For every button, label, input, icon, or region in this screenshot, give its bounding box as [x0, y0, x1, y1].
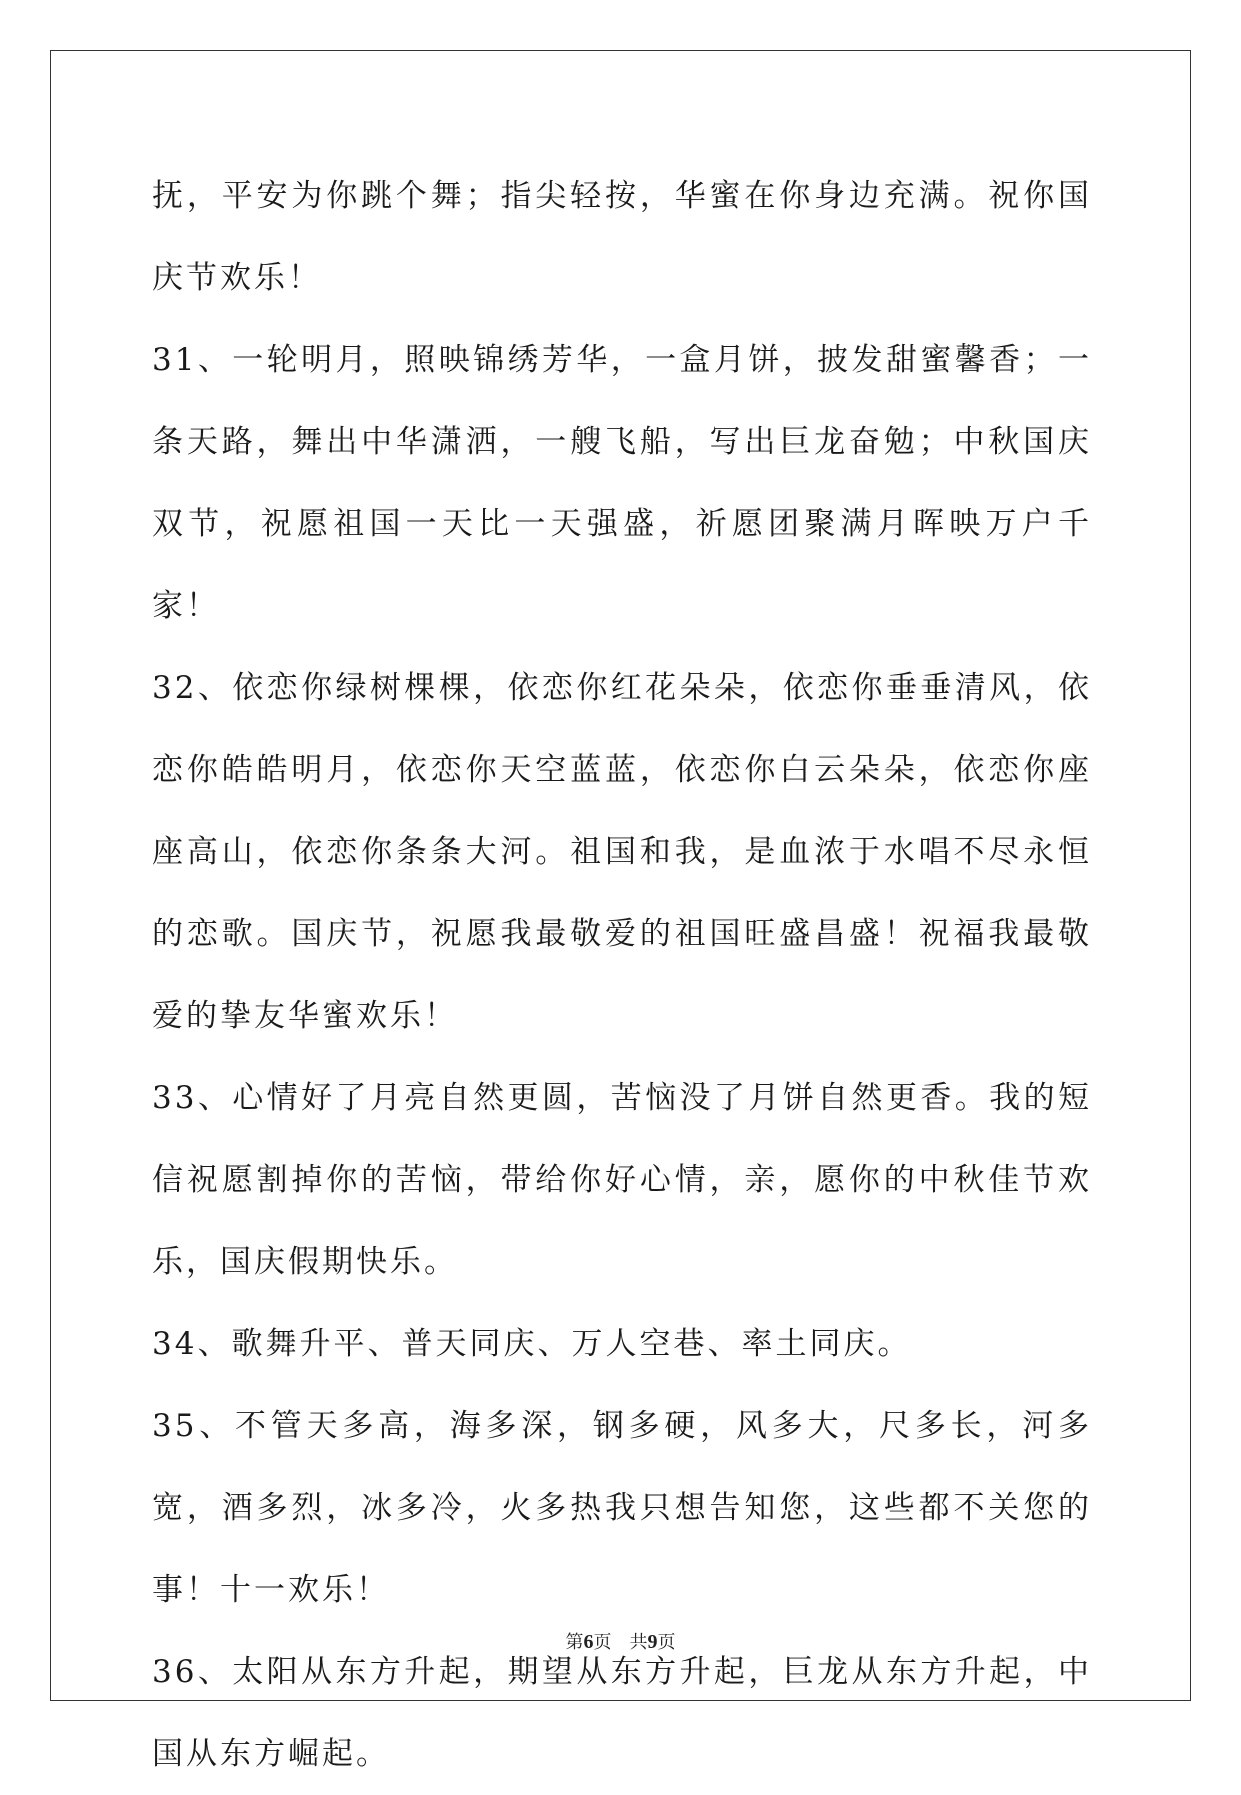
page-footer	[0, 1628, 1241, 1654]
paragraph-36: 36、太阳从东方升起，期望从东方升起，巨龙从东方升起，中国从东方崛起。	[152, 1654, 1092, 1772]
page-suffix: 页	[593, 1632, 612, 1653]
total-prefix: 共	[629, 1632, 648, 1653]
document-body	[152, 155, 1092, 1795]
paragraph-33: 33、心情好了月亮自然更圆，苦恼没了月饼自然更香。我的短信祝愿割掉你的苦恼，带给你好心情，亲，愿你的中秋佳节欢乐，国庆假期快乐。	[152, 1080, 1092, 1280]
paragraph-35: 35、不管天多高，海多深，钢多硬，风多大，尺多长，河多宽，酒多烈，冰多冷，火多热我只想告知您，这些都不关您的事！十一欢乐！	[152, 1408, 1092, 1608]
page-prefix: 第	[565, 1632, 584, 1653]
paragraph-31: 31、一轮明月，照映锦绣芳华，一盒月饼，披发甜蜜馨香；一条天路，舞出中华潇洒，一艘飞船，写出巨龙奋勉；中秋国庆双节，祝愿祖国一天比一天强盛，祈愿团聚满月晖映万户千家！	[152, 342, 1092, 624]
total-suffix: 页	[657, 1632, 676, 1653]
paragraph-32: 32、依恋你绿树棵棵，依恋你红花朵朵，依恋你垂垂清风，依恋你皓皓明月，依恋你天空蓝蓝，依恋你白云朵朵，依恋你座座高山，依恋你条条大河。祖国和我，是血浓于水唱不尽永恒的恋歌。国庆节，祝愿我最敬爱的祖国旺盛昌盛！祝福我最敬爱的挚友华蜜欢乐！	[152, 670, 1092, 1034]
paragraph-34: 34、歌舞升平、普天同庆、万人空巷、率土同庆。	[152, 1326, 912, 1362]
total-pages-number: 9	[647, 1631, 658, 1653]
paragraph-continuation: 抚，平安为你跳个舞；指尖轻按，华蜜在你身边充满。祝你国庆节欢乐！	[152, 178, 1092, 296]
current-page-number: 6	[583, 1631, 594, 1653]
